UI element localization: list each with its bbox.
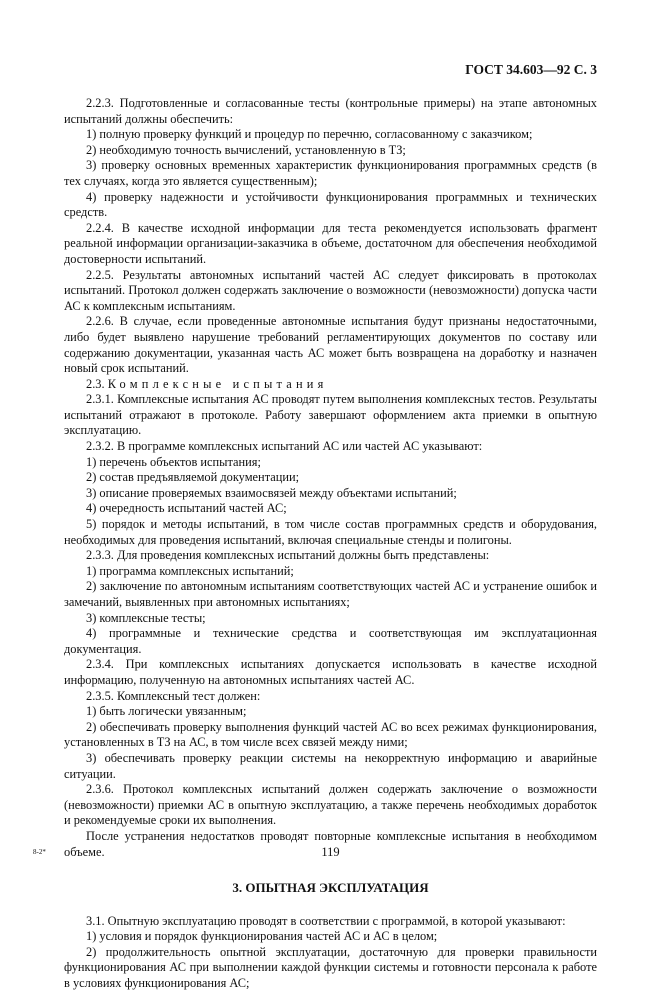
list-item: 2) состав предъявляемой документации; (86, 470, 300, 485)
list-item: 1) программа комплексных испытаний; (86, 563, 294, 578)
list-item: 1) быть логически увязанным; (86, 704, 247, 719)
paragraph: 2.2.5. Результаты автономных испытаний частей АС следует фиксировать в протоколах испытаний. Протокол должен содержать заключение о возможности (невозможности) допуска части АС к комплексным испытаниям. (64, 267, 597, 313)
paragraph: 3.1. Опытную эксплуатацию проводят в соответствии с программой, в которой указывают: (86, 913, 566, 928)
list-item: 3) описание проверяемых взаимосвязей между объектами испытаний; (86, 485, 457, 500)
paragraph: 2.3.2. В программе комплексных испытаний АС или частей АС указывают: (86, 439, 483, 454)
paragraph: 2.2.6. В случае, если проведенные автономные испытания будут признаны недостаточными, либо будет выявлено нарушение требований регламентирующих документов по составу или содержанию документации, указанная часть АС может быть возвращена на доработку и назначен новый срок испытаний. (64, 314, 597, 376)
paragraph: 2.2.3. Подготовленные и согласованные тесты (контрольные примеры) на этапе автономных испытаний должны обеспечить: (64, 96, 597, 126)
list-item: 2) заключение по автономным испытаниям соответствующих частей АС и устранение ошибок и замечаний, выявленных при автономных испытаниях; (64, 579, 597, 609)
paragraph: 2.3.4. При комплексных испытаниях допускается использовать в качестве исходной информацию, полученную на автономных испытаниях частей АС. (64, 657, 597, 687)
subsection-number: 2.3. (86, 376, 105, 391)
list-item: 2) необходимую точность вычислений, установленную в ТЗ; (86, 142, 406, 157)
list-item: 1) условия и порядок функционирования частей АС и АС в целом; (86, 929, 438, 944)
page-number: 119 (321, 845, 340, 859)
subsection-title: Комплексные испытания (107, 376, 328, 391)
list-item: 4) проверку надежности и устойчивости функционирования программных и технических средств. (64, 189, 597, 220)
list-item: 3) проверку основных временных характеристик функционирования программных средств (в тех случаях, когда это является существенным); (64, 158, 597, 188)
list-item: 2) продолжительность опытной эксплуатации, достаточную для проверки правильности функционирования АС при выполнении каждой функции системы и готовности персонала к работе в условиях функционирования АС; (64, 944, 597, 991)
list-item: 5) порядок и методы испытаний, в том числе состав программных средств и оборудования, необходимых для проведения испытаний, включая специальные стенды и полигоны. (64, 517, 597, 547)
list-item: 2) обеспечивать проверку выполнения функций частей АС во всех режимах функционирования, установленных в ТЗ на АС, в том числе всех связей между ними; (64, 719, 597, 750)
signature-mark: 8-2* (33, 848, 46, 856)
document-header: ГОСТ 34.603—92 С. 3 (465, 62, 597, 77)
paragraph: После устранения недостатков проводят повторные комплексные испытания в необходимом объеме. (64, 828, 597, 859)
subsection-heading (64, 377, 597, 393)
list-item: 3) комплексные тесты; (86, 610, 206, 625)
paragraph: 2.3.1. Комплексные испытания АС проводят путем выполнения комплексных тестов. Результаты испытаний отражают в протоколе. Работу завершают оформлением акта приемки в опытную эксплуатацию. (64, 392, 597, 438)
paragraph: 2.2.4. В качестве исходной информации для теста рекомендуется использовать фрагмент реальной информации организации-заказчика в объеме, достаточном для обеспечения необходимой достоверности испытаний. (64, 220, 597, 266)
list-item: 3) обеспечивать проверку реакции системы на некорректную информацию и аварийные ситуации. (64, 750, 597, 781)
paragraph: 2.3.3. Для проведения комплексных испытаний должны быть представлены: (86, 548, 490, 563)
paragraph: 2.3.6. Протокол комплексных испытаний должен содержать заключение о возможности (невозможности) приемки АС в опытную эксплуатацию, а также перечень необходимых доработок и рекомендуемые сроки их выполнения. (64, 782, 597, 828)
list-item: 1) перечень объектов испытания; (86, 454, 261, 469)
list-item: 1) полную проверку функций и процедур по перечню, согласованному с заказчиком; (86, 127, 533, 142)
list-item: 4) программные и технические средства и соответствующая им эксплуатационная документация. (64, 626, 597, 656)
section-heading: 3. ОПЫТНАЯ ЭКСПЛУАТАЦИЯ (232, 880, 429, 896)
paragraph: 2.3.5. Комплексный тест должен: (86, 688, 261, 703)
list-item: 4) очередность испытаний частей АС; (86, 501, 287, 516)
